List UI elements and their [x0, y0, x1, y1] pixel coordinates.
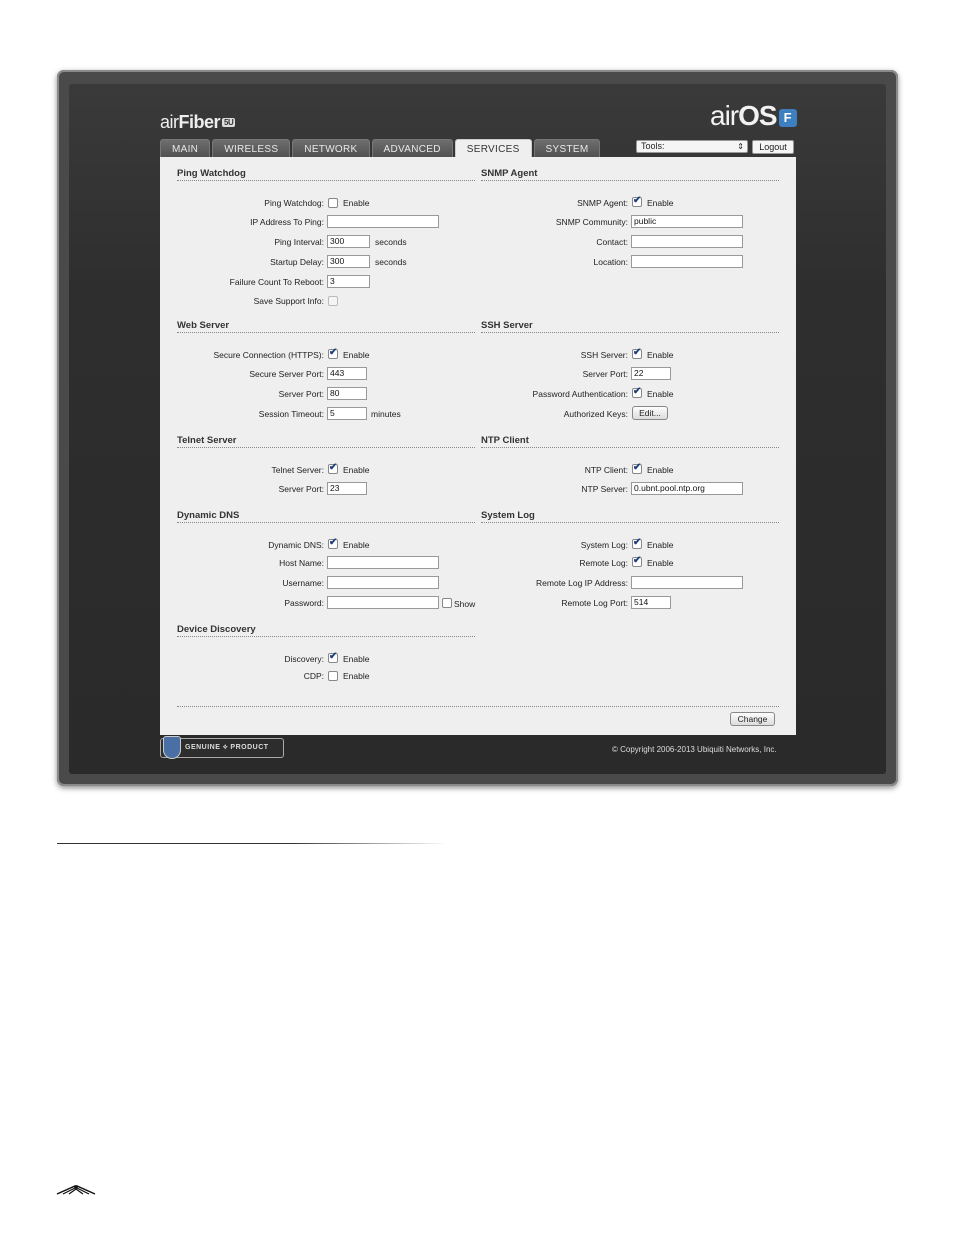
username-input[interactable]: [327, 576, 439, 589]
tab-wireless[interactable]: WIRELESS: [212, 139, 290, 158]
session-timeout-input[interactable]: 5: [327, 407, 367, 420]
authorized-keys-label: Authorized Keys:: [563, 409, 628, 419]
bottom-divider: [177, 706, 779, 707]
tab-services[interactable]: SERVICES: [455, 139, 532, 158]
logo-prefix: air: [160, 112, 179, 132]
airfiber-logo: [160, 112, 235, 133]
secure-port-input[interactable]: 443: [327, 367, 367, 380]
system-log-enable-label: Enable: [647, 540, 674, 550]
airos-badge: F: [779, 109, 797, 127]
dynamic-dns-checkbox[interactable]: [328, 539, 338, 549]
section-divider: [177, 636, 475, 637]
ping-watchdog-title: Ping Watchdog: [177, 168, 246, 179]
web-server-port-label: Server Port:: [278, 389, 324, 399]
ntp-client-title: NTP Client: [481, 435, 529, 446]
logo-badge: 5U: [224, 118, 234, 127]
tab-advanced[interactable]: ADVANCED: [372, 139, 453, 158]
tab-main[interactable]: MAIN: [160, 139, 210, 158]
snmp-community-input[interactable]: public: [631, 215, 743, 228]
username-label: Username:: [282, 578, 324, 588]
remote-log-port-label: Remote Log Port:: [561, 598, 628, 608]
telnet-port-label: Server Port:: [278, 484, 324, 494]
telnet-server-title: Telnet Server: [177, 435, 237, 446]
ping-interval-input[interactable]: 300: [327, 235, 370, 248]
section-divider: [177, 447, 475, 448]
airos-logo: [710, 100, 797, 132]
dynamic-dns-title: Dynamic DNS: [177, 510, 240, 521]
ssh-port-input[interactable]: 22: [631, 367, 671, 380]
startup-delay-label: Startup Delay:: [270, 257, 324, 267]
snmp-agent-checkbox[interactable]: [632, 197, 642, 207]
ntp-server-input[interactable]: 0.ubnt.pool.ntp.org: [631, 482, 743, 495]
remote-log-ip-label: Remote Log IP Address:: [536, 578, 628, 588]
cdp-enable-label: Enable: [343, 671, 370, 681]
web-server-port-input[interactable]: 80: [327, 387, 367, 400]
cdp-label: CDP:: [303, 671, 324, 681]
genuine-product-text: GENUINE ⟡ PRODUCT: [185, 744, 269, 751]
system-log-checkbox[interactable]: [632, 539, 642, 549]
logout-button[interactable]: Logout: [752, 140, 794, 154]
ubiquiti-antenna-icon: [55, 1182, 97, 1201]
save-support-label: Save Support Info:: [253, 296, 324, 306]
ping-watchdog-enable-label: Enable: [343, 198, 370, 208]
discovery-checkbox[interactable]: [328, 653, 338, 663]
secure-connection-label: Secure Connection (HTTPS):: [213, 350, 324, 360]
genuine-product-badge: [160, 738, 284, 758]
telnet-server-checkbox[interactable]: [328, 464, 338, 474]
copyright-text: © Copyright 2006-2013 Ubiquiti Networks, Inc.: [612, 745, 777, 754]
tools-select-value: Tools:: [641, 141, 665, 151]
section-divider: [481, 447, 779, 448]
ntp-client-label: NTP Client:: [584, 465, 628, 475]
tab-system[interactable]: SYSTEM: [534, 139, 601, 158]
section-divider: [481, 522, 779, 523]
section-divider: [481, 332, 779, 333]
password-auth-label: Password Authentication:: [532, 389, 628, 399]
session-timeout-unit: minutes: [371, 409, 401, 419]
cdp-checkbox[interactable]: [328, 671, 338, 681]
ntp-client-enable-label: Enable: [647, 465, 674, 475]
dynamic-dns-enable-label: Enable: [343, 540, 370, 550]
ping-watchdog-label: Ping Watchdog:: [264, 198, 324, 208]
ssh-server-checkbox[interactable]: [632, 349, 642, 359]
page-rule: [57, 843, 447, 844]
host-name-label: Host Name:: [279, 558, 324, 568]
ssh-server-label: SSH Server:: [580, 350, 628, 360]
dynamic-dns-label: Dynamic DNS:: [268, 540, 324, 550]
tools-select[interactable]: [636, 140, 748, 153]
session-timeout-label: Session Timeout:: [258, 409, 324, 419]
system-log-label: System Log:: [580, 540, 628, 550]
ssh-server-title: SSH Server: [481, 320, 533, 331]
snmp-contact-label: Contact:: [596, 237, 628, 247]
ping-interval-unit: seconds: [375, 237, 407, 247]
secure-port-label: Secure Server Port:: [249, 369, 324, 379]
startup-delay-unit: seconds: [375, 257, 407, 267]
ntp-client-checkbox[interactable]: [632, 464, 642, 474]
failure-count-input[interactable]: 3: [327, 275, 370, 288]
chevron-updown-icon: ⇕: [737, 142, 744, 151]
snmp-agent-label: SNMP Agent:: [577, 198, 628, 208]
tab-network[interactable]: NETWORK: [292, 139, 369, 158]
snmp-agent-title: SNMP Agent: [481, 168, 538, 179]
edit-keys-button[interactable]: Edit...: [632, 406, 668, 420]
password-label: Password:: [284, 598, 324, 608]
show-password-label: Show: [454, 599, 476, 609]
remote-log-ip-input[interactable]: [631, 576, 743, 589]
startup-delay-input[interactable]: 300: [327, 255, 370, 268]
web-server-title: Web Server: [177, 320, 230, 331]
host-name-input[interactable]: [327, 556, 439, 569]
save-support-checkbox[interactable]: [328, 296, 338, 306]
ping-ip-label: IP Address To Ping:: [250, 217, 324, 227]
logo-name: Fiber: [178, 112, 221, 132]
ssh-port-label: Server Port:: [582, 369, 628, 379]
ssh-server-enable-label: Enable: [647, 350, 674, 360]
remote-log-checkbox[interactable]: [632, 557, 642, 567]
device-discovery-title: Device Discovery: [177, 624, 256, 635]
discovery-enable-label: Enable: [343, 654, 370, 664]
failure-count-label: Failure Count To Reboot:: [229, 277, 324, 287]
main-tabs: [160, 139, 600, 158]
ping-interval-label: Ping Interval:: [274, 237, 324, 247]
secure-connection-checkbox[interactable]: [328, 349, 338, 359]
snmp-agent-enable-label: Enable: [647, 198, 674, 208]
remote-log-label: Remote Log:: [579, 558, 628, 568]
ping-ip-input[interactable]: [327, 215, 439, 228]
airos-name: OS: [738, 100, 777, 131]
snmp-contact-input[interactable]: [631, 235, 743, 248]
remote-log-enable-label: Enable: [647, 558, 674, 568]
airos-prefix: air: [710, 100, 739, 131]
password-auth-enable-label: Enable: [647, 389, 674, 399]
ping-watchdog-checkbox[interactable]: [328, 198, 338, 208]
section-divider: [177, 332, 475, 333]
shield-lock-icon: [163, 736, 181, 759]
remote-log-port-input[interactable]: 514: [631, 596, 671, 609]
section-divider: [481, 180, 779, 181]
telnet-server-label: Telnet Server:: [271, 465, 324, 475]
snmp-location-label: Location:: [593, 257, 628, 267]
section-divider: [177, 180, 475, 181]
snmp-community-label: SNMP Community:: [555, 217, 628, 227]
password-auth-checkbox[interactable]: [632, 388, 642, 398]
change-button[interactable]: Change: [730, 712, 775, 726]
discovery-label: Discovery:: [284, 654, 324, 664]
telnet-server-enable-label: Enable: [343, 465, 370, 475]
show-password-checkbox[interactable]: [442, 598, 452, 608]
ntp-server-label: NTP Server:: [581, 484, 628, 494]
password-input[interactable]: [327, 596, 439, 609]
telnet-port-input[interactable]: 23: [327, 482, 367, 495]
system-log-title: System Log: [481, 510, 535, 521]
section-divider: [177, 522, 475, 523]
snmp-location-input[interactable]: [631, 255, 743, 268]
secure-connection-enable-label: Enable: [343, 350, 370, 360]
